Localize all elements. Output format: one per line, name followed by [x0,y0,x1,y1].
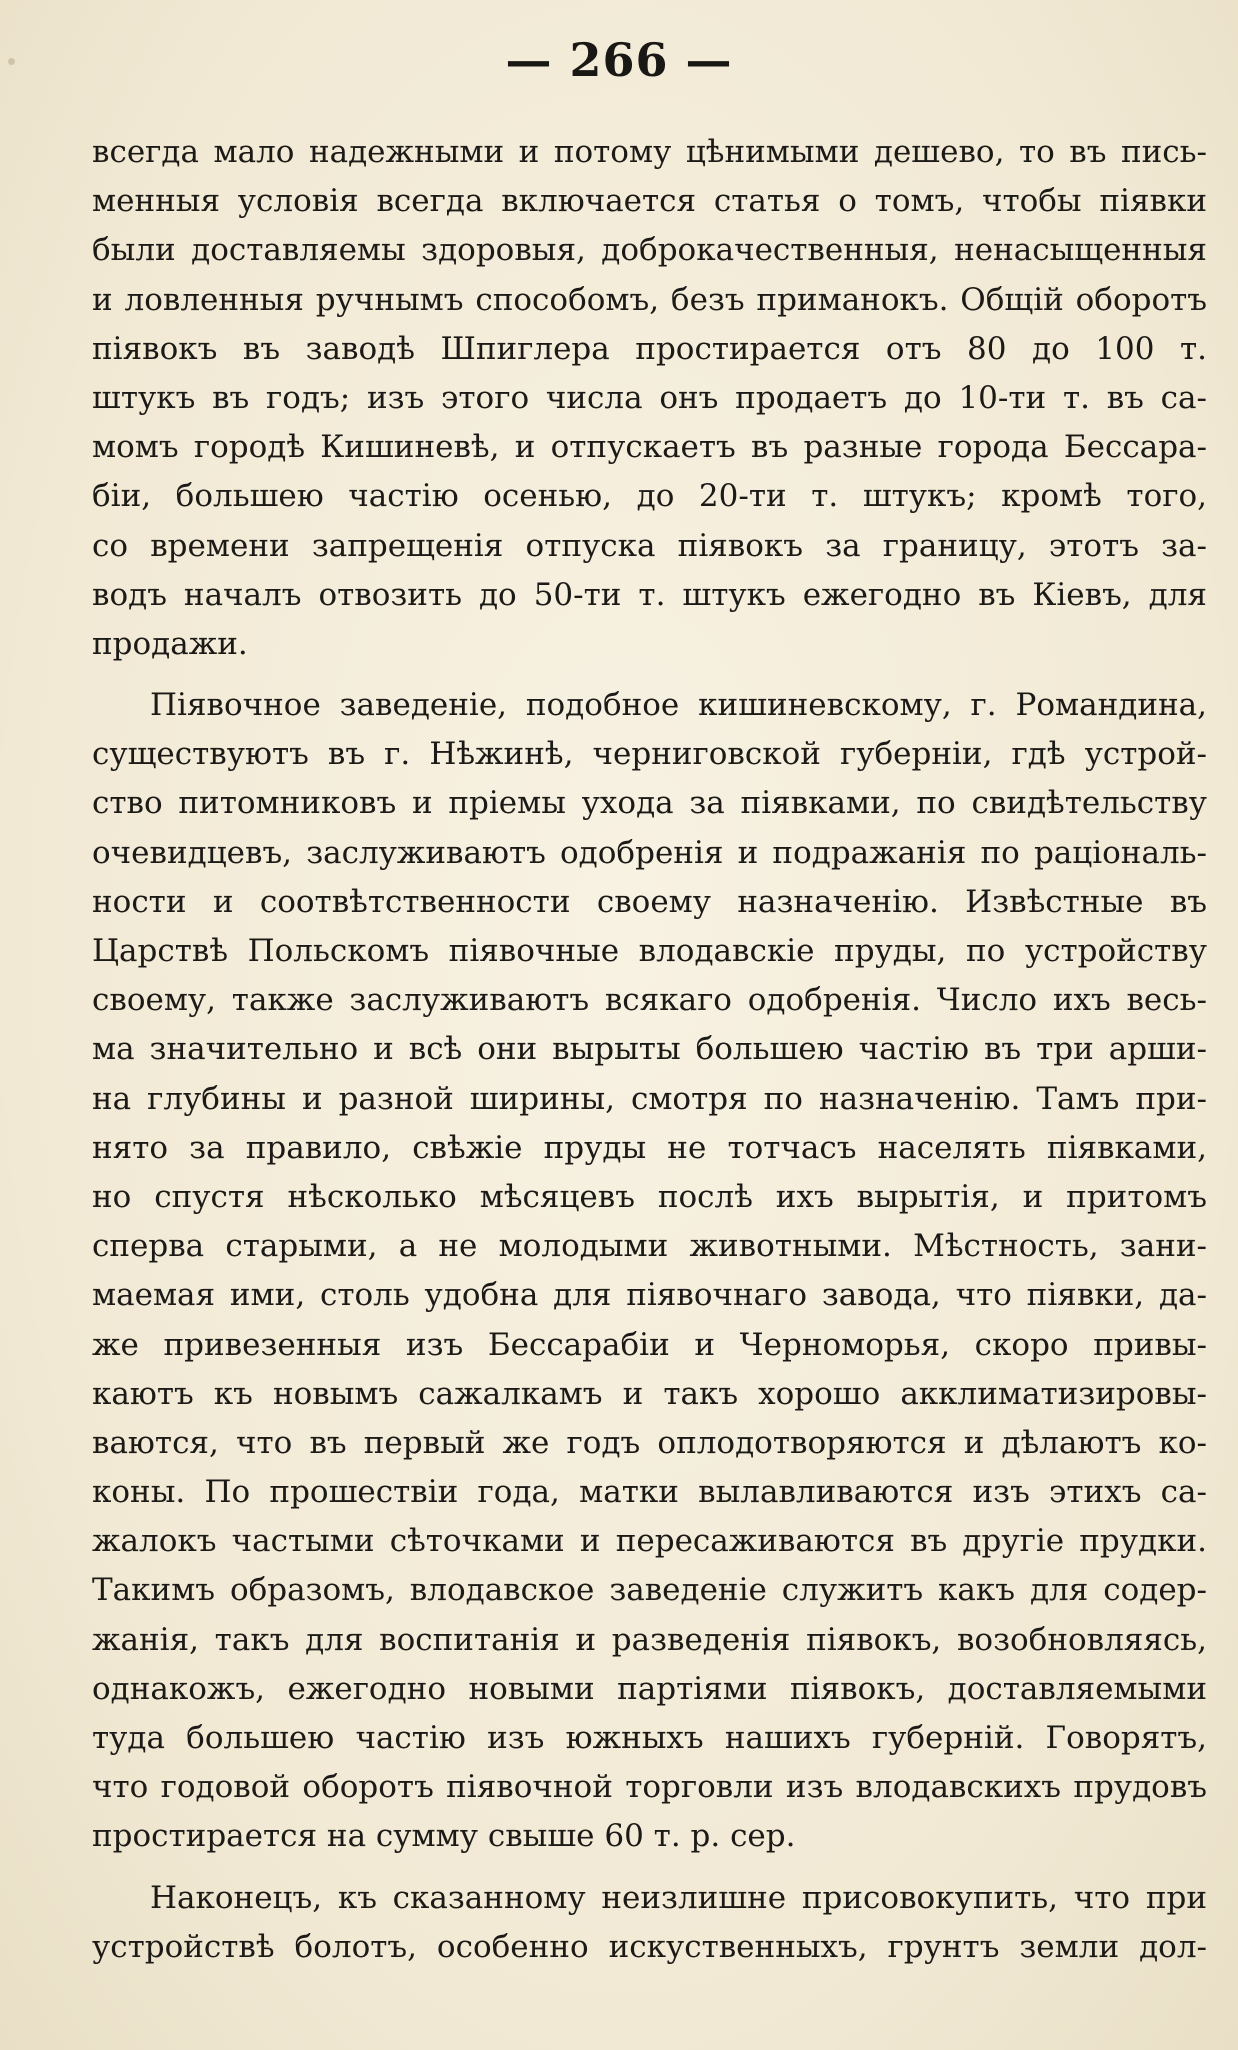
text-line: жанія, такъ для воспитанія и разведенія піявокъ, возобновляясь, [92,1621,1207,1658]
text-line: Наконецъ, къ сказанному неизлишне присовокупить, что при [150,1879,1207,1916]
paragraph-3 [92,1874,1207,1972]
text-line: со времени запрещенія отпуска піявокъ за границу, этотъ за- [92,527,1207,564]
text-line: простирается на сумму свыше 60 т. р. сер. [92,1818,796,1855]
text-line: ваются, что въ первый же годъ оплодотворяются и дѣлаютъ ко- [92,1424,1207,1461]
text-line: на глубины и разной ширины, смотря по назначенію. Тамъ при- [92,1080,1207,1117]
paragraph-1 [92,128,1207,669]
text-line: существуютъ въ г. Нѣжинѣ, черниговской губерніи, гдѣ устрой- [92,736,1207,773]
page-number: — 266 — [505,33,733,87]
text-line: однакожъ, ежегодно новыми партіями піявокъ, доставляемыми [92,1670,1207,1707]
text-line: біи, большею частію осенью, до 20-ти т. штукъ; кромѣ того, [92,478,1207,515]
text-line: но спустя нѣсколько мѣсяцевъ послѣ ихъ вырытія, и притомъ [92,1178,1207,1215]
text-line: штукъ въ годъ; изъ этого числа онъ продаетъ до 10-ти т. въ са- [92,379,1207,416]
text-line: очевидцевъ, заслуживаютъ одобренія и подражанія по раціональ- [92,834,1207,871]
text-line: менныя условія всегда включается статья о томъ, чтобы піявки [92,183,1207,220]
text-line: туда большею частію изъ южныхъ нашихъ губерній. Говорятъ, [92,1720,1207,1756]
text-line: маемая ими, столь удобна для піявочнаго завода, что піявки, да- [92,1277,1207,1314]
text-line: водъ началъ отвозить до 50-ти т. штукъ ежегодно въ Кіевъ, для [92,576,1207,613]
text-line: Піявочное заведеніе, подобное кишиневскому, г. Романдина, [150,687,1207,724]
text-line: продажи. [92,625,248,662]
text-line: были доставляемы здоровыя, доброкачественныя, ненасыщенныя [92,232,1207,269]
text-line: же привезенныя изъ Бессарабіи и Черноморья, скоро привы- [92,1326,1207,1363]
text-line: нято за правило, свѣжіе пруды не тотчасъ населять піявками, [92,1129,1207,1166]
text-line: жалокъ частыми сѣточками и пересаживаются въ другіе прудки. [92,1523,1207,1560]
text-line: ство питомниковъ и пріемы ухода за піявками, по свидѣтельству [92,785,1207,822]
text-line: устройствѣ болотъ, особенно искуственныхъ, грунтъ земли дол- [92,1928,1207,1965]
text-line: всегда мало надежными и потому цѣнимыми дешево, то въ пись- [92,134,1207,170]
body-text [92,128,1207,1972]
text-line: момъ городѣ Кишиневѣ, и отпускаетъ въ разные города Бессара- [92,429,1207,466]
text-line: сперва старыми, а не молодыми животными. Мѣстность, зани- [92,1228,1207,1265]
text-line: Царствѣ Польскомъ піявочные влодавскіе пруды, по устройству [92,933,1207,969]
text-line: каютъ къ новымъ сажалкамъ и такъ хорошо акклиматизировы- [92,1375,1207,1412]
text-line: піявокъ въ заводѣ Шпиглера простирается отъ 80 до 100 т. [92,330,1207,367]
text-line: что годовой оборотъ піявочной торговли изъ влодавскихъ прудовъ [92,1769,1207,1806]
text-line: коны. По прошествіи года, матки вылавливаются изъ этихъ са- [92,1474,1207,1511]
paragraph-2 [92,681,1207,1862]
text-line: своему, также заслуживаютъ всякаго одобренія. Число ихъ весь- [92,982,1207,1019]
text-line: ма значительно и всѣ они вырыты большею частію въ три арши- [92,1031,1207,1068]
text-line: Такимъ образомъ, влодавское заведеніе служитъ какъ для содер- [92,1572,1207,1609]
text-line: ности и соотвѣтственности своему назначенію. Извѣстные въ [92,883,1207,920]
text-line: и ловленныя ручнымъ способомъ, безъ примaнокъ. Общій оборотъ [92,281,1207,318]
